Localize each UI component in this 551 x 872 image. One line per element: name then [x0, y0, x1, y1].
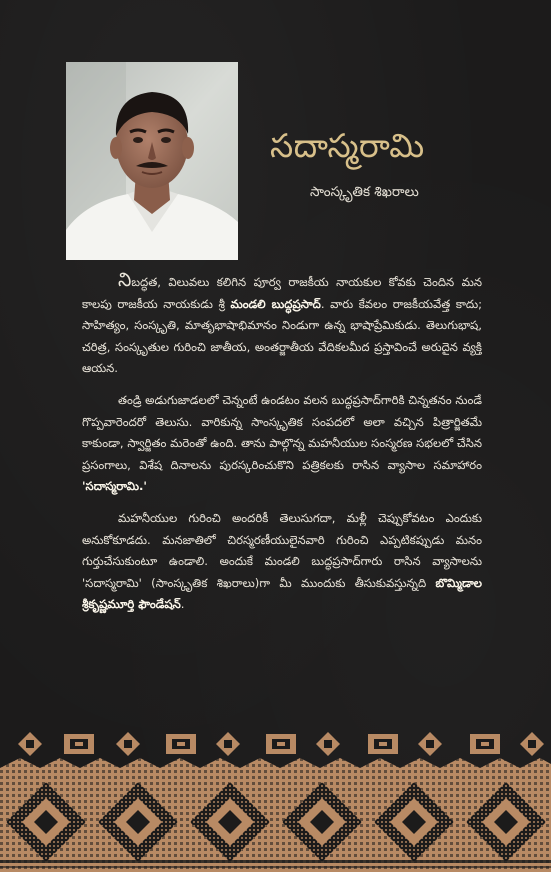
book-title-mention: 'సదాస్మరామి.'	[82, 479, 147, 494]
drop-letter: ని	[118, 269, 132, 291]
tribal-diamond-border-icon	[0, 728, 551, 872]
book-title: సదాస్మరామి	[270, 126, 425, 165]
author-name: మండలి బుద్ధప్రసాద్	[230, 296, 321, 311]
blurb-text	[82, 269, 482, 626]
blurb-paragraph-1	[82, 269, 482, 380]
blurb-paragraph-2	[82, 390, 482, 498]
book-subtitle: సాంస్కృతిక శిఖరాలు	[310, 184, 419, 200]
author-portrait	[66, 62, 238, 260]
portrait-photo-icon	[66, 62, 238, 260]
paragraph-text: తండ్రి అడుగుజాడలలో చెన్నంటే ఉండటం వలన బుద్ధప్రసాద్‌గారికి చిన్నతనం నుండే గొప్పవారెందరో తెలుసు. వారికున్న సాంస్కృతిక సంపదలో అలా వచ్చిన పిత్రార్జితమే కాకుండా, స్వార్జితం మరెంతో ఉంది. తాను పాల్గొన్న మహనీయుల సంస్మరణ సభలలో చేసిన ప్రసంగాలు, విశేష దినాలను పురస్కరించుకొని పత్రికలకు రాసిన వ్యాసాల సమాహారం	[82, 392, 482, 472]
paragraph-text: మహనీయుల గురించి అందరికీ తెలుసుగదా, మళ్లీ చెప్పుకోవటం ఎందుకు అనుకోకూడదు. మనజాతిలో చిరస్మరణీయులైనవారి గురించి ఎప్పటికప్పుడు మనం గుర్తుచేసుకుంటూ ఉండాలి. అందుకే మండలి బుద్ధప్రసాద్‌గారు రాసిన వ్యాసాలను 'సదాస్మరామి' (సాంస్కృతిక శిఖరాలు)గా మీ ముందుకు తీసుకువస్తున్నది	[82, 510, 482, 590]
blurb-paragraph-3	[82, 508, 482, 616]
paragraph-text: . వారు కేవలం రాజకీయవేత్త కాదు; సాహిత్యం, సంస్కృతి, మాతృభాషాభిమానం నిండుగా ఉన్న భాషాప్రేమికుడు. తెలుగుభాష, చరిత్ర, సంస్కృతుల గురించి జాతీయ, అంతర్జాతీయ వేదికలమీద ప్రస్తావించే అరుదైన వ్యక్తి ఆయన.	[82, 296, 482, 376]
paragraph-text: బద్ధత, విలువలు కలిగిన పూర్వ రాజకీయ నాయకుల కోవకు చెందిన మన కాలపు రాజకీయ నాయకుడు శ్రీ	[82, 275, 482, 311]
publisher-name: బొమ్మిడాల శ్రీకృష్ణమూర్తి ఫౌండేషన్	[82, 575, 482, 612]
paragraph-text: .	[180, 597, 185, 612]
